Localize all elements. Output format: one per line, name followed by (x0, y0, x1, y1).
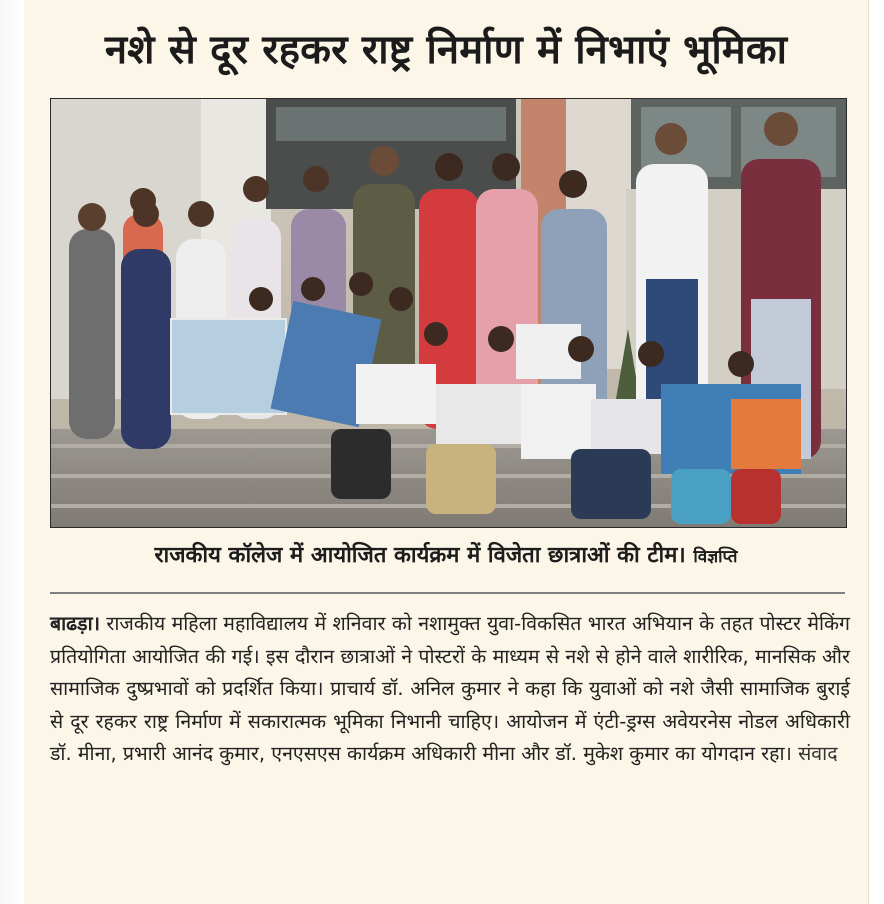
article-text: राजकीय महिला महाविद्यालय में शनिवार को नशामुक्त युवा-विकसित भारत अभियान के तहत पोस्टर मेकिंग प्रतियोगिता आयोजित की गई। इस दौरान छात्राओं ने पोस्टरों के माध्यम से नशे से होने वाले शारीरिक, मानसिक और सामाजिक दुष्प्रभावों को प्रदर्शित किया। प्राचार्य डॉ. अनिल कुमार ने कहा कि युवाओं को नशे जैसी सामाजिक बुराई से दूर रहकर राष्ट्र निर्माण में सकारात्मक भूमिका निभानी चाहिए। आयोजन में एंटी-ड्रग्स अवेयरनेस नोडल अधिकारी डॉ. मीना, प्रभारी आनंद कुमार, एनएसएस कार्यक्रम अधिकारी मीना और डॉ. मुकेश कुमार का योगदान रहा। (50, 612, 850, 765)
caption-text: राजकीय कॉलेज में आयोजित कार्यक्रम में विजेता छात्राओं की टीम। (154, 543, 686, 568)
caption-credit: विज्ञप्ति (693, 547, 738, 567)
article-body (50, 608, 850, 771)
group-photo-image (51, 99, 846, 527)
article-byline: संवाद (798, 742, 838, 765)
scan-margin-right (868, 0, 884, 904)
newspaper-clipping (24, 0, 868, 904)
divider-rule (50, 592, 845, 594)
headline: नशे से दूर रहकर राष्ट्र निर्माण में निभाएं भूमिका (104, 27, 788, 73)
group-photo (50, 98, 847, 528)
photo-caption (24, 538, 868, 575)
scan-margin-left (0, 0, 24, 904)
article-dateline: बाढड़ा। (50, 612, 101, 635)
